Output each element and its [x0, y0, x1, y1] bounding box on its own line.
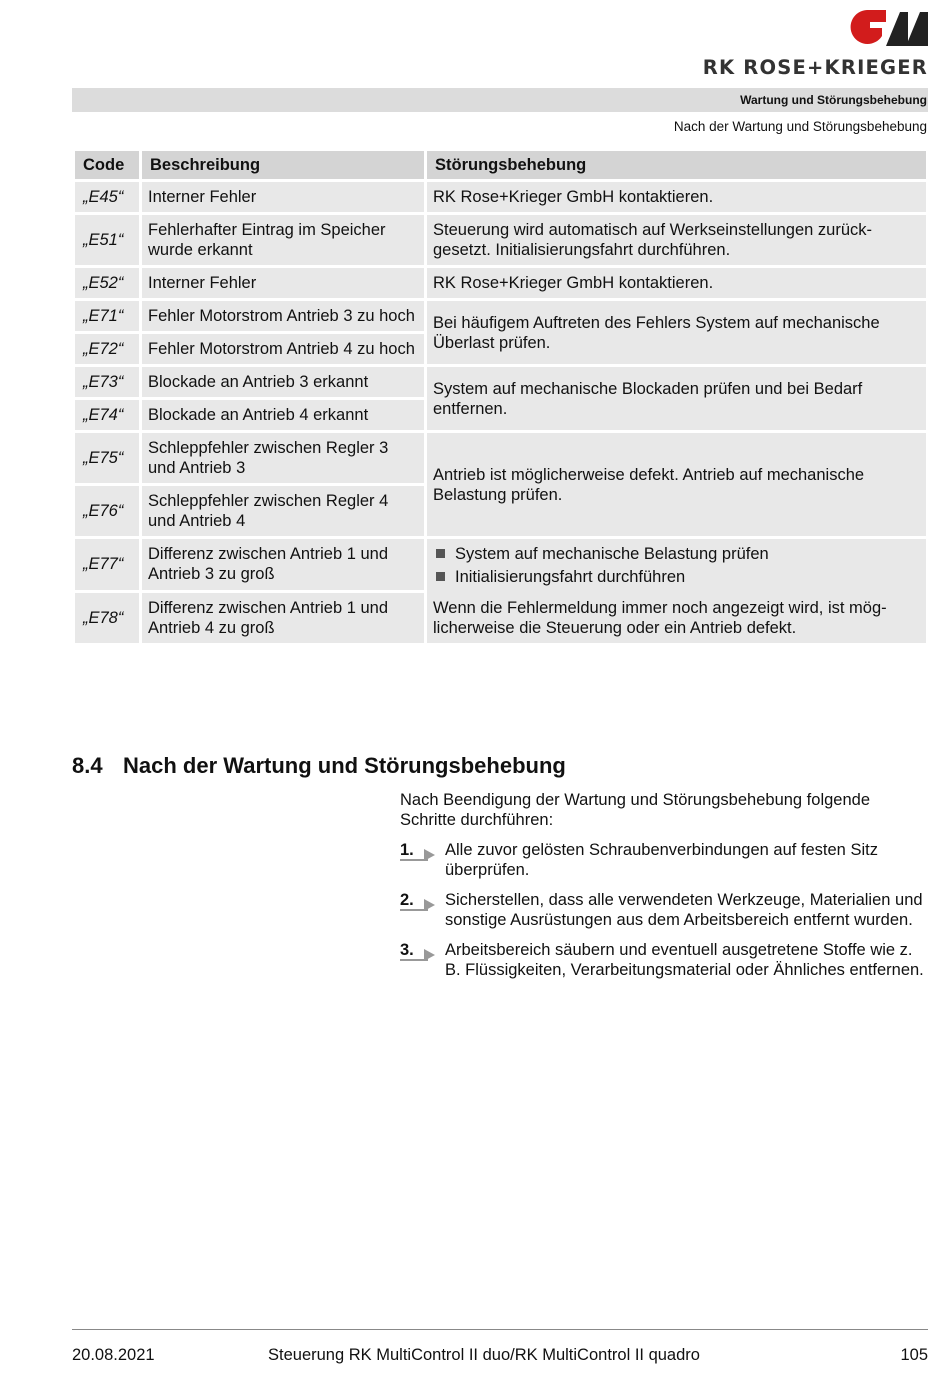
chapter-header-bar: [72, 88, 928, 112]
error-description: Differenz zwischen Antrieb 1 und Antrieb 4 zu groß: [142, 593, 424, 644]
error-remedy: Bei häufigem Auftreten des Fehlers System auf mechanische Überlast prüfen.: [427, 301, 926, 364]
error-code: „E52“: [75, 268, 139, 298]
error-remedy: [427, 539, 926, 643]
error-remedy: Steuerung wird automatisch auf Werkseinstellungen zurück-gesetzt. Initialisierungsfahrt durchführen.: [427, 215, 926, 265]
error-code: „E71“: [75, 301, 139, 331]
step-text: Sicherstellen, dass alle verwendeten Werkzeuge, Materialien und sonstige Ausrüstungen aus dem Arbeitsbereich entfernt wurden.: [445, 891, 923, 929]
error-code: „E51“: [75, 215, 139, 265]
table-row: [75, 301, 926, 331]
error-description: Fehler Motorstrom Antrieb 4 zu hoch: [142, 334, 424, 364]
error-description: Blockade an Antrieb 3 erkannt: [142, 367, 424, 397]
error-code: „E45“: [75, 182, 139, 212]
table-row: [75, 268, 926, 298]
list-item: [400, 890, 928, 930]
step-number: 2.: [400, 891, 414, 909]
list-item: [400, 940, 928, 980]
table-header-row: [75, 151, 926, 179]
remedy-note: Wenn die Fehlermeldung immer noch angezeigt wird, ist mög-licherweise die Steuerung oder ein Antrieb defekt.: [433, 599, 887, 637]
step-number: 3.: [400, 941, 414, 959]
step-text: Alle zuvor gelösten Schraubenverbindungen auf festen Sitz überprüfen.: [445, 841, 878, 879]
step-number: 1.: [400, 841, 414, 859]
section-header: Nach der Wartung und Störungsbehebung: [673, 119, 927, 134]
section-intro: Nach Beendigung der Wartung und Störungsbehebung folgende Schritte durchführen:: [400, 791, 870, 829]
footer-date: 20.08.2021: [72, 1346, 155, 1364]
list-item: System auf mechanische Belastung prüfen: [433, 544, 920, 564]
step-text: Arbeitsbereich säubern und eventuell ausgetretene Stoffe wie z. B. Flüssigkeiten, Verarbeitungsmaterial oder Ähnliches entfernen.: [445, 941, 924, 979]
footer-document-title: Steuerung RK MultiControl II duo/RK MultiControl II quadro: [268, 1346, 700, 1364]
error-code-table: [72, 148, 929, 646]
chapter-title: Wartung und Störungsbehebung: [740, 93, 927, 107]
section-number: 8.4: [72, 753, 103, 778]
step-list: [400, 840, 928, 990]
column-header: Störungsbehebung: [427, 151, 926, 179]
error-code: „E77“: [75, 539, 139, 590]
remedy-bullet-list: [433, 544, 920, 587]
table-row: [75, 367, 926, 397]
error-remedy: RK Rose+Krieger GmbH kontaktieren.: [427, 182, 926, 212]
error-description: Schleppfehler zwischen Regler 4 und Antrieb 4: [142, 486, 424, 536]
column-header: Beschreibung: [142, 151, 424, 179]
table-row: [75, 539, 926, 590]
error-description: Fehler Motorstrom Antrieb 3 zu hoch: [142, 301, 424, 331]
list-item: [400, 840, 928, 880]
error-remedy: System auf mechanische Blockaden prüfen und bei Bedarf entfernen.: [427, 367, 926, 430]
error-description: Interner Fehler: [142, 268, 424, 298]
company-logo: [688, 8, 928, 79]
column-header: Code: [75, 151, 139, 179]
logo-text: RK ROSE+KRIEGER: [702, 56, 928, 79]
error-description: Fehlerhafter Eintrag im Speicher wurde erkannt: [142, 215, 424, 265]
error-code: „E78“: [75, 593, 139, 644]
error-code: „E75“: [75, 433, 139, 483]
list-item: Initialisierungsfahrt durchführen: [433, 567, 920, 587]
section-title: Nach der Wartung und Störungsbehebung: [123, 753, 566, 778]
table-row: [75, 433, 926, 483]
page-number: 105: [900, 1346, 928, 1364]
error-description: Blockade an Antrieb 4 erkannt: [142, 400, 424, 430]
error-description: Schleppfehler zwischen Regler 3 und Antrieb 3: [142, 433, 424, 483]
error-code: „E72“: [75, 334, 139, 364]
section-heading: [72, 753, 566, 779]
error-remedy: Antrieb ist möglicherweise defekt. Antrieb auf mechanische Belastung prüfen.: [427, 433, 926, 536]
table-row: [75, 182, 926, 212]
error-description: Differenz zwischen Antrieb 1 und Antrieb 3 zu groß: [142, 539, 424, 590]
error-code: „E73“: [75, 367, 139, 397]
logo-mark-icon: [848, 8, 928, 46]
error-code: „E76“: [75, 486, 139, 536]
error-code: „E74“: [75, 400, 139, 430]
error-remedy: RK Rose+Krieger GmbH kontaktieren.: [427, 268, 926, 298]
footer-divider: [72, 1329, 928, 1330]
table-row: [75, 215, 926, 265]
error-description: Interner Fehler: [142, 182, 424, 212]
